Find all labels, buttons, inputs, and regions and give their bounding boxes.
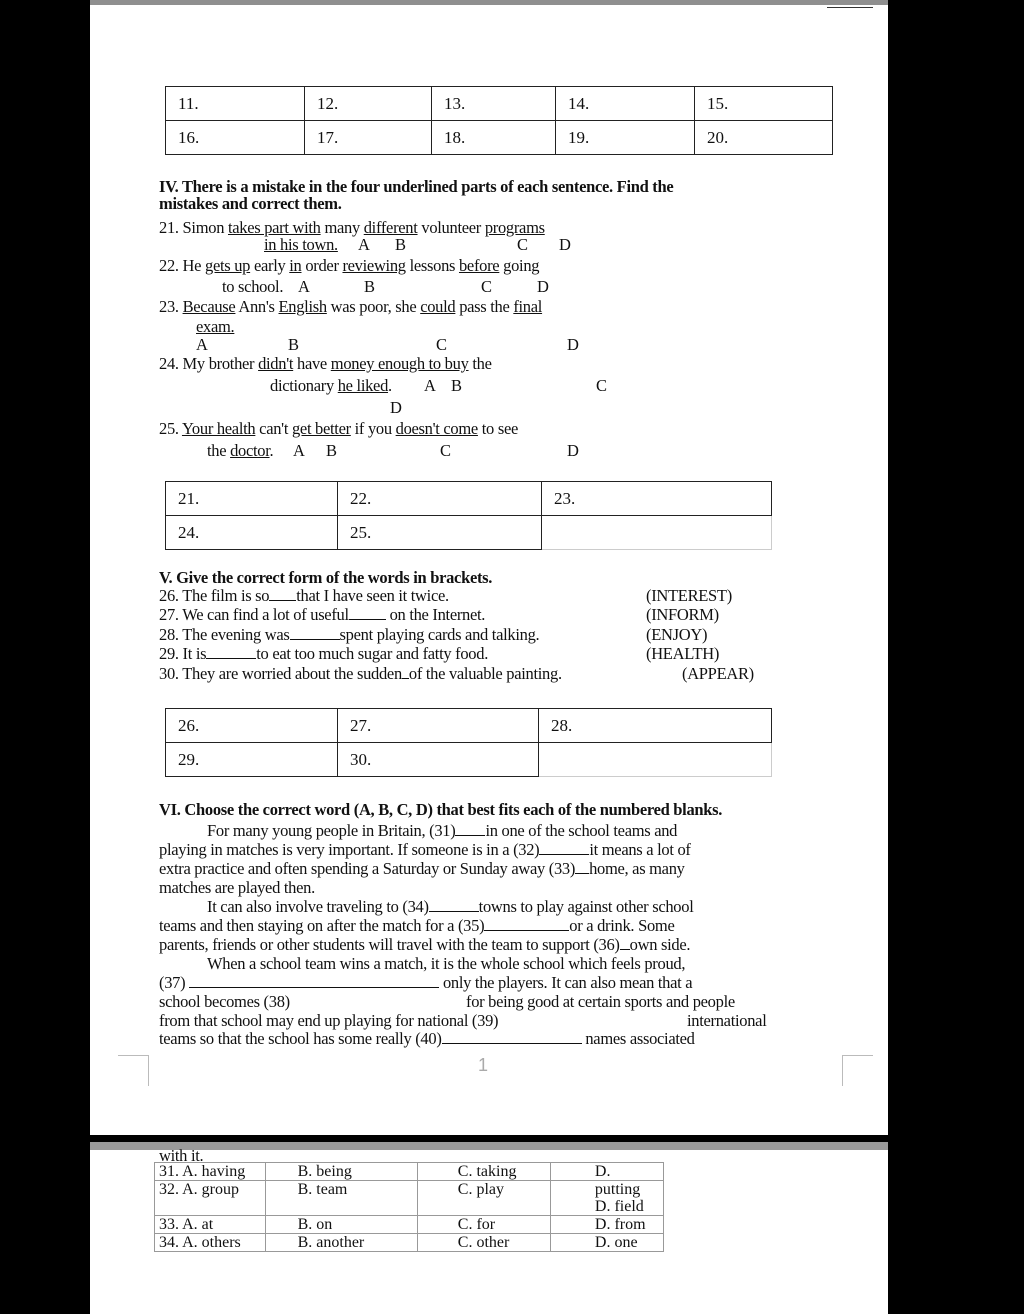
text: from that school may end up playing for national (39) xyxy=(159,1011,499,1030)
page-number: 1 xyxy=(478,1055,489,1075)
text: 28. The evening was xyxy=(159,625,290,644)
letter-d: D xyxy=(390,398,402,417)
text: that I have seen it twice. xyxy=(296,586,449,605)
blank-32 xyxy=(539,841,589,855)
question-28 xyxy=(159,625,539,644)
passage-line-6 xyxy=(159,916,674,935)
text: parents, friends or other students will travel with the team to support (36) xyxy=(159,935,620,954)
passage-line-1 xyxy=(207,821,677,840)
section-4-heading-2 xyxy=(159,194,342,213)
text: dictionary xyxy=(270,376,338,395)
answer-cell: 16. xyxy=(166,121,305,155)
passage-line-12 xyxy=(159,1029,695,1048)
blank xyxy=(206,645,256,659)
blank-31 xyxy=(455,822,485,836)
underlined-part-d: doctor xyxy=(230,441,270,460)
letter-d: D xyxy=(567,335,579,354)
answer-grid-21-25 xyxy=(165,481,772,550)
root-word: (INTEREST) xyxy=(646,586,732,605)
table-row xyxy=(166,121,833,155)
underlined-part-b: get better xyxy=(291,419,351,438)
text: can't xyxy=(255,419,292,438)
letter-a: A xyxy=(293,441,305,460)
text: to see xyxy=(477,419,518,438)
underlined-part-d: before xyxy=(458,256,500,275)
underlined-part-c: doesn't come xyxy=(395,419,478,438)
table-row xyxy=(166,87,833,121)
text: order xyxy=(301,256,343,275)
page-break-bar xyxy=(90,1142,888,1150)
letter-d: D xyxy=(559,235,571,254)
answer-cell: 28. xyxy=(539,709,772,743)
passage-line-2 xyxy=(159,840,691,859)
blank-35 xyxy=(484,917,569,931)
answer-cell: 24. xyxy=(166,516,338,550)
heading-text: VI. Choose the correct word (A, B, C, D) that best fits each of the numbered blanks. xyxy=(159,800,723,819)
blank-37 xyxy=(189,974,439,988)
table-row xyxy=(155,1234,664,1252)
letter-c: C xyxy=(481,277,492,296)
answer-cell: 27. xyxy=(338,709,539,743)
option-cell: D. from xyxy=(550,1216,663,1234)
option-cell: C. play xyxy=(417,1181,550,1216)
text: For many young people in Britain, (31) xyxy=(207,821,456,840)
text: . xyxy=(388,376,392,395)
underlined-part-a: Because xyxy=(182,297,236,316)
text: 27. We can find a lot of useful xyxy=(159,605,349,624)
answer-cell: 29. xyxy=(166,743,338,777)
option-cell: B. being xyxy=(265,1163,417,1181)
answer-cell: 12. xyxy=(305,87,432,121)
options-table xyxy=(154,1162,664,1252)
letter-b: B xyxy=(364,277,375,296)
underlined-part-c: in his town. xyxy=(264,235,338,254)
page-corner-left xyxy=(118,1055,149,1086)
text: lessons xyxy=(405,256,459,275)
answer-cell: 11. xyxy=(166,87,305,121)
underlined-part-b: money enough to buy xyxy=(330,354,469,373)
passage-line-3 xyxy=(159,859,685,878)
text: to eat too much sugar and fatty food. xyxy=(256,644,489,663)
text: . xyxy=(269,441,274,460)
word-30 xyxy=(682,664,754,683)
question-21-cont xyxy=(264,235,338,254)
letter-b: B xyxy=(326,441,337,460)
question-24 xyxy=(159,354,492,373)
table-row xyxy=(166,516,772,550)
text: 22. He xyxy=(159,256,206,275)
question-26 xyxy=(159,586,449,605)
option-cell: 33. A. at xyxy=(155,1216,266,1234)
text: matches are played then. xyxy=(159,878,315,897)
answer-cell: 17. xyxy=(305,121,432,155)
answer-cell: 25. xyxy=(338,516,542,550)
text: or a drink. Some xyxy=(569,916,675,935)
text: it means a lot of xyxy=(589,840,691,859)
question-27 xyxy=(159,605,485,624)
header-rule xyxy=(827,7,873,8)
answer-cell xyxy=(539,743,772,777)
text: international xyxy=(687,1011,767,1030)
question-25-cont xyxy=(207,441,273,460)
text: the xyxy=(207,441,231,460)
text: to school. xyxy=(222,277,284,296)
answer-cell: 21. xyxy=(166,482,338,516)
question-22-cont xyxy=(222,277,283,296)
passage-line-11 xyxy=(159,1011,498,1030)
underlined-part-a: didn't xyxy=(258,354,294,373)
letter-d: D xyxy=(567,441,579,460)
text: When a school team wins a match, it is the whole school which feels proud, xyxy=(207,954,686,973)
text: teams and then staying on after the match for a (35) xyxy=(159,916,485,935)
text: the xyxy=(468,354,492,373)
text: 23. xyxy=(159,297,183,316)
text: (37) xyxy=(159,973,186,992)
underlined-part-a: Your health xyxy=(181,419,256,438)
letter-a: A xyxy=(424,376,436,395)
blank xyxy=(269,587,296,601)
underlined-part-b: different xyxy=(363,218,418,237)
answer-cell: 15. xyxy=(695,87,833,121)
passage-line-11b xyxy=(687,1011,767,1030)
document-page-2 xyxy=(90,1142,888,1314)
question-23-cont xyxy=(196,317,234,336)
underlined-part-b: in xyxy=(289,256,302,275)
text: was poor, she xyxy=(326,297,421,316)
question-25 xyxy=(159,419,518,438)
passage-line-4 xyxy=(159,878,315,897)
underlined-part-c: could xyxy=(420,297,456,316)
option-cell: D. one xyxy=(550,1234,663,1252)
text: names associated xyxy=(585,1029,695,1048)
blank xyxy=(402,665,409,679)
text: own side. xyxy=(629,935,691,954)
text: if you xyxy=(350,419,396,438)
root-word: (ENJOY) xyxy=(646,625,708,644)
underlined-part-a: takes part with xyxy=(227,218,321,237)
question-22 xyxy=(159,256,539,275)
underlined-part-d: he liked xyxy=(337,376,389,395)
text: 29. It is xyxy=(159,644,207,663)
answer-cell: 20. xyxy=(695,121,833,155)
word-29 xyxy=(646,644,719,663)
word-26 xyxy=(646,586,732,605)
option-cell: B. on xyxy=(265,1216,417,1234)
text: many xyxy=(320,218,364,237)
text: teams so that the school has some really (40) xyxy=(159,1029,442,1048)
answer-cell: 14. xyxy=(556,87,695,121)
passage-line-10 xyxy=(159,992,290,1011)
table-row xyxy=(155,1163,664,1181)
text: spent playing cards and talking. xyxy=(339,625,540,644)
answer-grid-11-20 xyxy=(165,86,833,155)
question-24-cont xyxy=(270,376,392,395)
text: home, as many xyxy=(589,859,685,878)
text: 21. Simon xyxy=(159,218,228,237)
page-top-edge xyxy=(90,0,888,5)
text: 30. They are worried about the sudden xyxy=(159,664,402,683)
heading-text: V. Give the correct form of the words in brackets. xyxy=(159,568,493,587)
text: extra practice and often spending a Saturday or Sunday away (33) xyxy=(159,859,576,878)
root-word: (HEALTH) xyxy=(646,644,720,663)
option-cell: C. taking xyxy=(417,1163,550,1181)
underlined-part-d: final xyxy=(513,297,543,316)
heading-text: IV. There is a mistake in the four underlined parts of each sentence. Find the xyxy=(159,177,674,196)
text: pass the xyxy=(455,297,514,316)
letter-a: A xyxy=(196,335,208,354)
text: volunteer xyxy=(417,218,485,237)
answer-cell: 30. xyxy=(338,743,539,777)
question-21 xyxy=(159,218,545,237)
root-word: (APPEAR) xyxy=(682,664,754,683)
option-cell: 32. A. group xyxy=(155,1181,266,1216)
letter-c: C xyxy=(436,335,447,354)
letter-a: A xyxy=(358,235,370,254)
option-cell: putting D. field xyxy=(550,1181,663,1216)
text: in one of the school teams and xyxy=(485,821,678,840)
passage-line-9 xyxy=(159,973,692,992)
text: have xyxy=(293,354,331,373)
option-cell: 31. A. having xyxy=(155,1163,266,1181)
letter-c: C xyxy=(517,235,528,254)
table-row xyxy=(155,1216,664,1234)
underlined-part-a: gets up xyxy=(205,256,251,275)
question-30 xyxy=(159,664,562,683)
text: only the players. It can also mean that a xyxy=(442,973,693,992)
letter-b: B xyxy=(451,376,462,395)
text: early xyxy=(250,256,290,275)
text: on the Internet. xyxy=(389,605,486,624)
passage-line-8 xyxy=(207,954,685,973)
section-5-heading xyxy=(159,568,492,587)
blank-36 xyxy=(620,936,630,950)
root-word: (INFORM) xyxy=(646,605,719,624)
answer-cell: 22. xyxy=(338,482,542,516)
letter-a: A xyxy=(298,277,310,296)
text: going xyxy=(499,256,540,275)
table-row xyxy=(166,709,772,743)
letter-d: D xyxy=(537,277,549,296)
blank xyxy=(290,626,340,640)
passage-line-10b xyxy=(466,992,735,1011)
blank xyxy=(349,606,386,620)
passage-line-5 xyxy=(207,897,693,916)
text: 24. My brother xyxy=(159,354,259,373)
letter-c: C xyxy=(440,441,451,460)
text: towns to play against other school xyxy=(478,897,694,916)
passage-line-7 xyxy=(159,935,690,954)
answer-cell: 26. xyxy=(166,709,338,743)
text: of the valuable painting. xyxy=(408,664,562,683)
question-23 xyxy=(159,297,542,316)
table-row xyxy=(166,743,772,777)
blank-33 xyxy=(575,860,589,874)
answer-cell: 23. xyxy=(542,482,772,516)
blank-40 xyxy=(442,1030,582,1044)
letter-c: C xyxy=(596,376,607,395)
option-cell: 34. A. others xyxy=(155,1234,266,1252)
text: 25. xyxy=(159,419,182,438)
text: 26. The film is so xyxy=(159,586,270,605)
text: exam. xyxy=(196,317,235,336)
text: playing in matches is very important. If someone is in a (32) xyxy=(159,840,540,859)
option-cell: C. for xyxy=(417,1216,550,1234)
letter-b: B xyxy=(395,235,406,254)
text: for being good at certain sports and people xyxy=(466,992,735,1011)
word-28 xyxy=(646,625,707,644)
text: Ann's xyxy=(235,297,279,316)
option-cell: D. xyxy=(550,1163,663,1181)
underlined-part-c: reviewing xyxy=(342,256,406,275)
text: with it. xyxy=(159,1146,204,1165)
answer-cell: 18. xyxy=(432,121,556,155)
word-27 xyxy=(646,605,719,624)
answer-cell xyxy=(542,516,772,550)
table-row xyxy=(166,482,772,516)
heading-text: mistakes and correct them. xyxy=(159,194,342,213)
underlined-part-d: programs xyxy=(484,218,545,237)
table-row xyxy=(155,1181,664,1216)
underlined-part-b: English xyxy=(278,297,327,316)
blank-34 xyxy=(429,898,479,912)
option-cell: C. other xyxy=(417,1234,550,1252)
option-cell: B. another xyxy=(265,1234,417,1252)
answer-cell: 19. xyxy=(556,121,695,155)
page-corner-right xyxy=(842,1055,873,1086)
text: school becomes (38) xyxy=(159,992,290,1011)
answer-cell: 13. xyxy=(432,87,556,121)
letter-b: B xyxy=(288,335,299,354)
question-29 xyxy=(159,644,488,663)
answer-grid-26-30 xyxy=(165,708,772,777)
text: It can also involve traveling to (34) xyxy=(207,897,429,916)
section-6-heading xyxy=(159,800,722,819)
option-cell: B. team xyxy=(265,1181,417,1216)
document-page-1 xyxy=(90,0,888,1135)
